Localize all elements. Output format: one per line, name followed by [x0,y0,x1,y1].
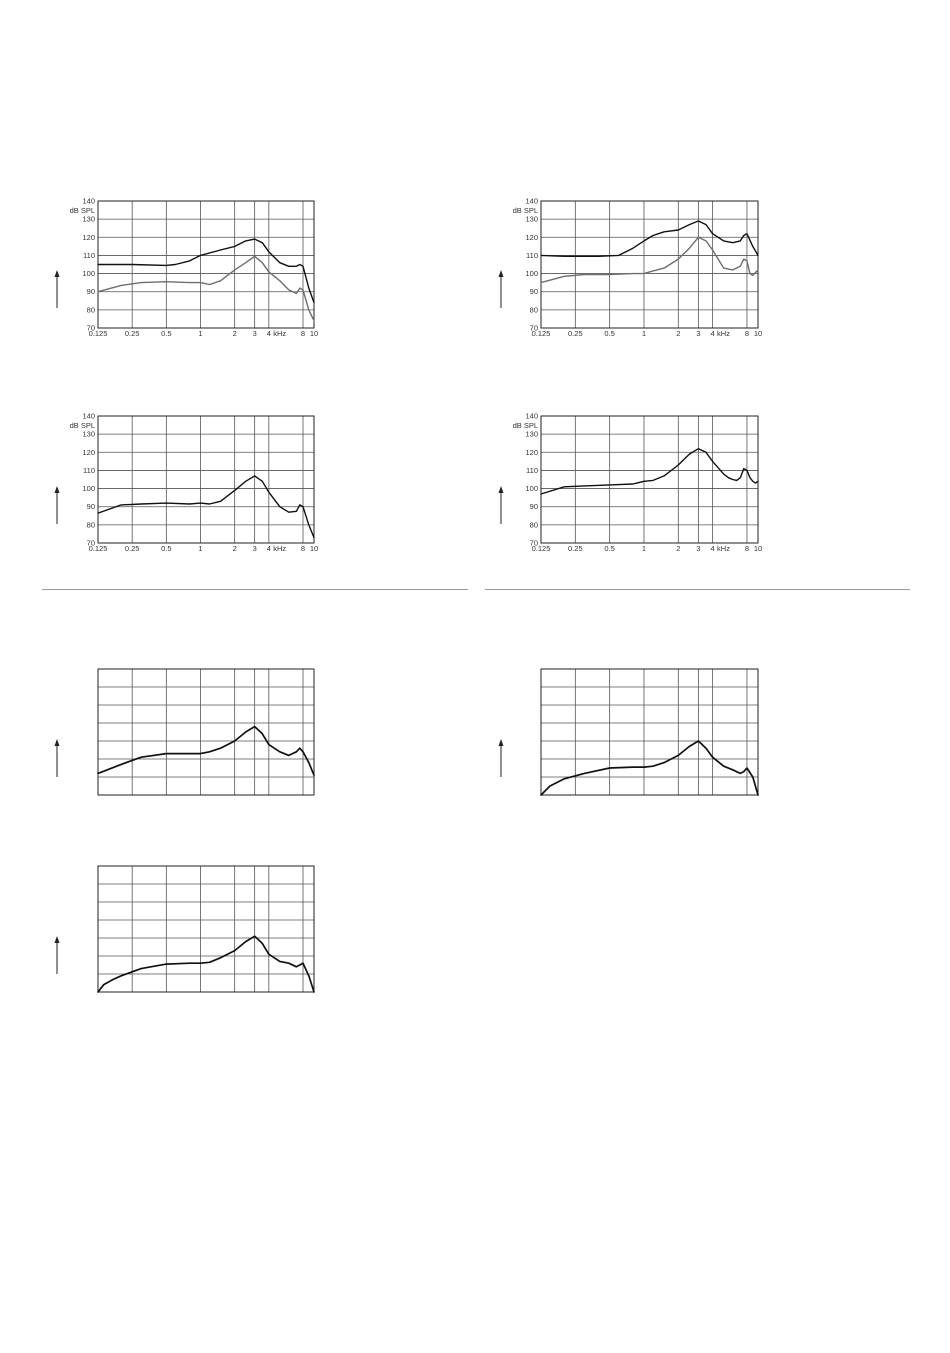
x-tick-label: 0.5 [161,544,172,553]
y-tick-label: 80 [86,520,95,530]
x-tick-label: 4 [710,544,715,553]
series-line-1 [98,727,314,776]
chart-panel-3 [55,412,319,554]
y-tick-label: 120 [525,447,538,457]
y-tick-label: 90 [86,287,95,297]
chart-panel-2 [499,197,763,339]
y-axis-unit: dB SPL [512,421,538,430]
x-tick-label: 8 [300,329,306,338]
y-axis-arrow-head [55,739,60,746]
x-tick-label: 4 [710,329,715,338]
section-divider-left [42,589,468,590]
x-tick-label: 0.5 [161,329,172,338]
x-axis-unit: kHz [717,329,730,338]
y-axis-unit: dB SPL [69,421,95,430]
y-tick-label: 140 [82,411,95,421]
plot-frame [541,201,758,328]
y-axis-arrow-head [499,270,504,277]
y-tick-label: 130 [525,214,538,224]
y-tick-label: 80 [86,305,95,315]
x-tick-label: 1 [641,329,647,338]
y-tick-label: 100 [525,269,538,279]
x-tick-label: 2 [676,329,681,338]
x-tick-label: 0.5 [604,329,615,338]
y-tick-label: 120 [82,232,95,242]
chart-panel-6 [499,669,759,795]
x-axis-unit: kHz [273,544,287,553]
y-tick-label: 70 [86,323,95,333]
x-tick-label: 2 [676,544,681,553]
series-line-2 [98,239,314,303]
series-line-1 [541,449,758,494]
y-axis-unit: dB SPL [69,206,95,215]
x-tick-label: 8 [744,329,750,338]
x-tick-label: 0.125 [531,329,551,338]
y-tick-label: 120 [525,232,538,242]
x-tick-label: 10 [753,329,763,338]
series-line-1 [541,237,758,282]
plot-frame [98,669,314,795]
y-axis-unit: dB SPL [512,206,538,215]
y-tick-label: 140 [82,196,95,206]
x-axis-unit: kHz [273,329,287,338]
x-tick-label: 0.125 [531,544,551,553]
y-tick-label: 70 [86,538,95,548]
x-tick-label: 2 [232,329,237,338]
chart-panel-5 [55,669,315,795]
x-tick-label: 4 [266,329,271,338]
y-tick-label: 100 [525,484,538,494]
series-line-1 [98,256,314,320]
x-tick-label: 0.25 [124,329,140,338]
series-line-1 [541,741,758,795]
y-axis-arrow-head [55,936,60,943]
y-tick-label: 130 [82,214,95,224]
y-tick-label: 110 [526,250,538,260]
y-tick-label: 90 [86,502,95,512]
x-tick-label: 3 [252,544,257,553]
plot-frame [541,416,758,543]
x-tick-label: 3 [696,329,701,338]
y-tick-label: 130 [525,429,538,439]
chart-panel-4 [499,412,763,554]
y-tick-label: 100 [82,269,95,279]
y-tick-label: 80 [529,520,538,530]
y-tick-label: 110 [83,250,95,260]
x-tick-label: 0.5 [604,544,615,553]
x-tick-label: 3 [252,329,257,338]
y-tick-label: 110 [83,465,95,475]
y-axis-arrow-head [55,270,60,277]
x-axis-unit: kHz [717,544,730,553]
x-tick-label: 4 [266,544,271,553]
chart-panel-1 [55,197,319,339]
x-tick-label: 10 [309,544,319,553]
section-divider-right [485,589,910,590]
x-tick-label: 0.25 [568,544,583,553]
y-tick-label: 90 [529,287,538,297]
x-tick-label: 8 [744,544,750,553]
y-tick-label: 90 [529,502,538,512]
x-tick-label: 10 [753,544,763,553]
y-tick-label: 120 [82,447,95,457]
x-tick-label: 0.25 [124,544,140,553]
y-tick-label: 110 [526,465,538,475]
chart-panel-7 [55,866,315,992]
x-tick-label: 0.25 [568,329,583,338]
y-axis-arrow-head [55,486,60,493]
y-tick-label: 70 [529,538,538,548]
y-tick-label: 100 [82,484,95,494]
x-tick-label: 2 [232,544,237,553]
series-line-1 [98,936,314,992]
x-tick-label: 1 [198,544,203,553]
y-tick-label: 70 [529,323,538,333]
x-tick-label: 3 [696,544,701,553]
x-tick-label: 8 [300,544,306,553]
y-tick-label: 80 [529,305,538,315]
plot-frame [98,416,314,543]
y-axis-arrow-head [499,486,504,493]
x-tick-label: 0.125 [88,329,108,338]
x-tick-label: 1 [198,329,203,338]
y-tick-label: 140 [525,411,538,421]
x-tick-label: 1 [641,544,647,553]
series-line-2 [541,221,758,256]
y-axis-arrow-head [499,739,504,746]
x-tick-label: 10 [309,329,319,338]
x-tick-label: 0.125 [88,544,108,553]
y-tick-label: 140 [525,196,538,206]
y-tick-label: 130 [82,429,95,439]
